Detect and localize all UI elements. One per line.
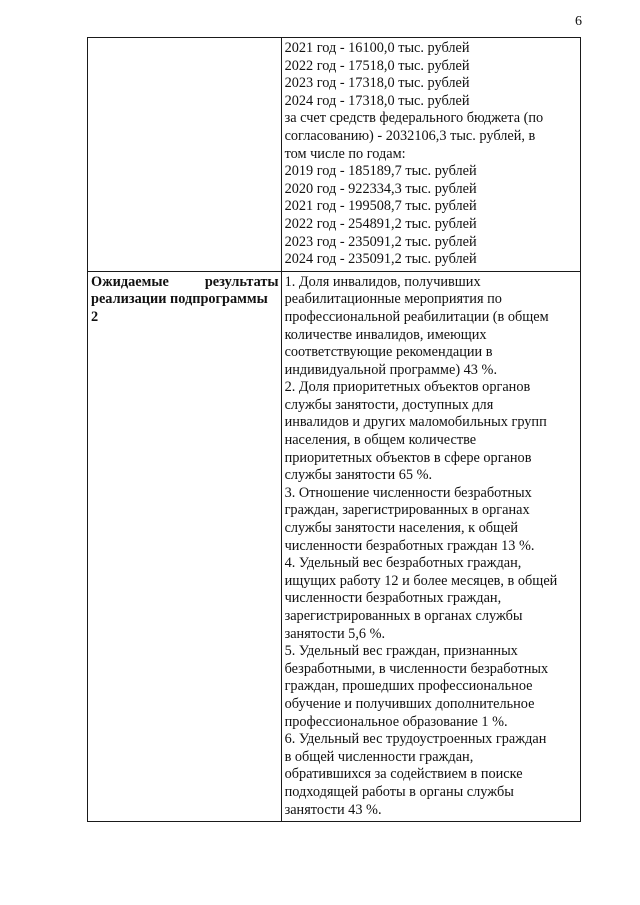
funding-line: 2024 год - 17318,0 тыс. рублей	[284, 92, 470, 109]
funding-line: согласованию) - 2032106,3 тыс. рублей, в	[284, 127, 536, 144]
result-line: соответствующие рекомендации в	[284, 344, 493, 361]
result-line: инвалидов и других маломобильных групп	[284, 414, 547, 431]
subprogram-passport-table	[87, 37, 581, 822]
result-line: численности безработных граждан,	[284, 590, 502, 607]
funding-line: 2019 год - 185189,7 тыс. рублей	[284, 163, 477, 180]
result-line: профессиональной реабилитации (в общем	[284, 308, 549, 325]
expected-results-label-word2: результаты	[204, 273, 279, 290]
result-line: количестве инвалидов, имеющих	[284, 326, 487, 343]
result-line: граждан, зарегистрированных в органах	[284, 502, 530, 519]
expected-results-values-cell	[281, 271, 580, 821]
expected-results-label-line2: реализации подпрограммы	[91, 291, 268, 308]
funding-line: 2023 год - 17318,0 тыс. рублей	[284, 75, 470, 92]
table-row-expected-results	[88, 271, 581, 821]
funding-line: 2022 год - 254891,2 тыс. рублей	[284, 215, 477, 232]
result-line: населения, в общем количестве	[284, 432, 477, 449]
result-line: безработными, в численности безработных	[284, 660, 549, 677]
result-line: службы занятости 65 %.	[284, 467, 433, 484]
result-line: реабилитационные мероприятия по	[284, 291, 502, 308]
result-item-5	[285, 643, 578, 731]
funding-line: 2021 год - 16100,0 тыс. рублей	[284, 40, 470, 56]
funding-label-cell-empty	[88, 38, 282, 272]
expected-results-label-word1: Ожидаемые	[91, 273, 169, 290]
result-item-2	[285, 379, 578, 485]
result-line: 5. Удельный вес граждан, признанных	[284, 643, 518, 660]
result-line: граждан, прошедших профессиональное	[284, 678, 533, 695]
result-line: 3. Отношение численности безработных	[284, 484, 532, 501]
result-line: занятости 43 %.	[284, 801, 382, 818]
funding-line: 2020 год - 922334,3 тыс. рублей	[284, 180, 477, 197]
result-line: индивидуальной программе) 43 %.	[284, 361, 498, 378]
result-item-6	[285, 731, 578, 819]
result-line: 4. Удельный вес безработных граждан,	[284, 555, 522, 572]
result-line: 2. Доля приоритетных объектов органов	[284, 379, 531, 396]
result-line: обучение и получивших дополнительное	[284, 695, 535, 712]
funding-line: за счет средств федерального бюджета (по	[284, 110, 544, 127]
result-line: занятости 5,6 %.	[284, 625, 386, 642]
result-line: профессиональное образование 1 %.	[284, 713, 508, 730]
result-line: зарегистрированных в органах службы	[284, 608, 523, 624]
result-item-3	[285, 485, 578, 555]
funding-line: 2021 год - 199508,7 тыс. рублей	[284, 198, 477, 215]
page-number: 6	[575, 14, 582, 29]
table-row-funding-continuation	[88, 38, 581, 272]
result-line: ищущих работу 12 и более месяцев, в общей	[284, 572, 558, 589]
expected-results-label-line1	[91, 274, 279, 292]
funding-line: 2022 год - 17518,0 тыс. рублей	[284, 57, 470, 74]
result-line: численности безработных граждан 13 %.	[284, 537, 535, 554]
result-line: обратившихся за содействием в поиске	[284, 766, 523, 783]
result-line: 6. Удельный вес трудоустроенных граждан	[284, 731, 547, 748]
funding-line: 2024 год - 235091,2 тыс. рублей	[284, 251, 477, 268]
result-line: службы занятости населения, к общей	[284, 520, 519, 537]
result-line: в общей численности граждан,	[284, 748, 474, 765]
funding-values-cell	[281, 38, 580, 272]
result-line: подходящей работы в органы службы	[284, 783, 514, 800]
expected-results-label-line3: 2	[91, 308, 99, 325]
funding-line: том числе по годам:	[284, 145, 406, 162]
expected-results-label-cell	[88, 271, 282, 821]
result-item-1	[285, 274, 578, 380]
result-line: приоритетных объектов в сфере органов	[284, 449, 532, 466]
result-item-4	[285, 555, 578, 643]
result-line: службы занятости, доступных для	[284, 396, 494, 413]
funding-line: 2023 год - 235091,2 тыс. рублей	[284, 233, 477, 250]
result-line: 1. Доля инвалидов, получивших	[284, 273, 481, 290]
